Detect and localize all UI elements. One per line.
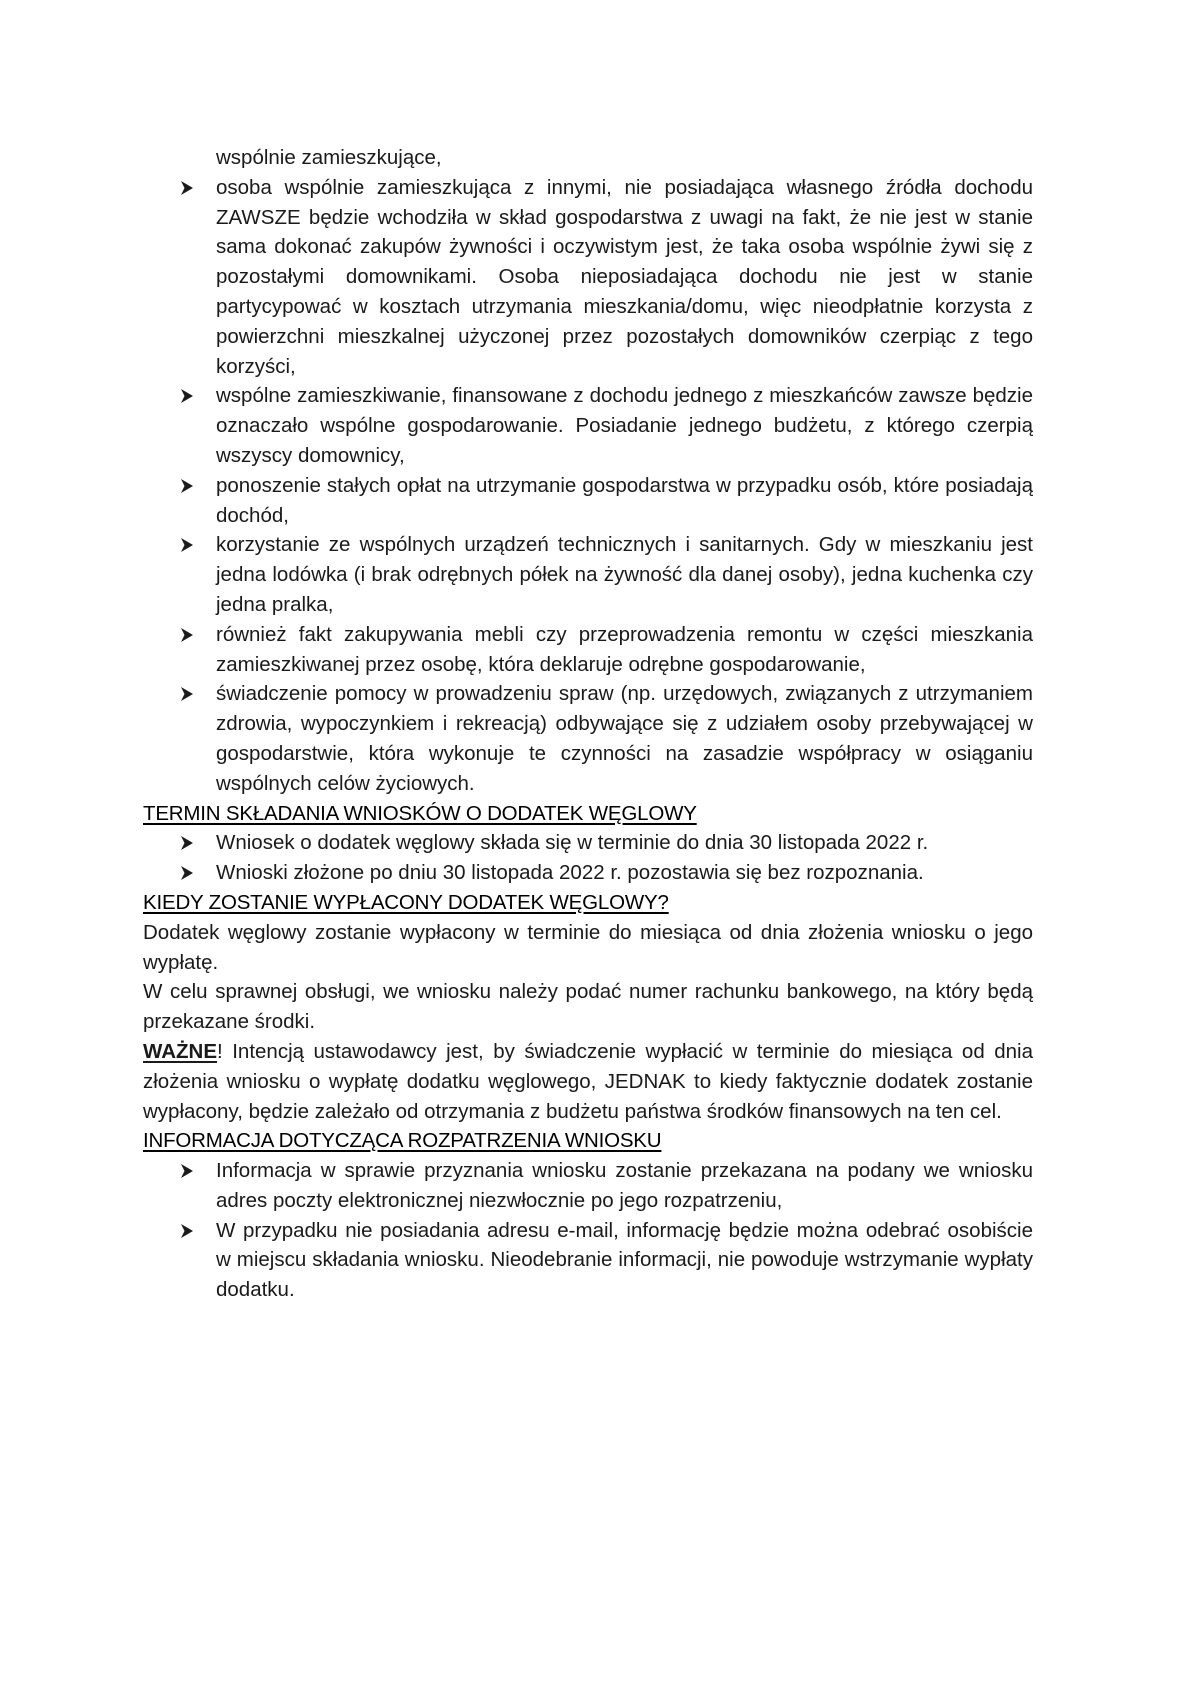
- list-item-text: ponoszenie stałych opłat na utrzymanie gospodarstwa w przypadku osób, które posiadają dochód,: [216, 473, 1033, 527]
- list-item: [143, 620, 1033, 680]
- list-item: [143, 381, 1033, 470]
- section-heading-kiedy: KIEDY ZOSTANIE WYPŁACONY DODATEK WĘGLOWY?: [143, 890, 669, 914]
- arrowhead-bullet-icon: [180, 687, 194, 701]
- list-item-text: wspólne zamieszkiwanie, finansowane z dochodu jednego z mieszkańców zawsze będzie oznaczało wspólne gospodarowanie. Posiadanie jednego budżetu, z którego czerpią wszyscy domownicy,: [216, 384, 1033, 467]
- arrowhead-bullet-icon: [180, 1224, 194, 1238]
- arrowhead-bullet-icon: [180, 479, 194, 493]
- list-item: [143, 858, 1033, 888]
- list-item: [143, 1216, 1033, 1305]
- important-label: WAŻNE: [143, 1039, 218, 1063]
- list-item: [143, 1156, 1033, 1216]
- list-item-text: W przypadku nie posiadania adresu e-mail, informację będzie można odebrać osobiście w miejscu składania wniosku. Nieodebranie informacji, nie powoduje wstrzymanie wypłaty dodatku.: [216, 1218, 1033, 1302]
- list-item: [143, 679, 1033, 798]
- list-item-text: korzystanie ze wspólnych urządzeń technicznych i sanitarnych. Gdy w mieszkaniu jest jedna lodówka (i brak odrębnych półek na żywność dla danej osoby), jedna kuchenka czy jedna pralka,: [216, 533, 1033, 616]
- important-text: ! Intencją ustawodawcy jest, by świadczenie wypłacić w terminie do miesiąca od dnia złożenia wniosku o wypłatę dodatku węglowego, JEDNAK to kiedy faktycznie dodatek zostanie wypłacony, będzie zależało od otrzymania z budżetu państwa środków finansowych na ten cel.: [143, 1039, 1033, 1123]
- section-heading-termin: TERMIN SKŁADANIA WNIOSKÓW O DODATEK WĘGLOWY: [143, 801, 697, 825]
- continuation-text: wspólnie zamieszkujące,: [216, 146, 442, 169]
- arrowhead-bullet-icon: [180, 181, 194, 195]
- arrowhead-bullet-icon: [180, 836, 194, 850]
- list-item: [143, 828, 1033, 858]
- arrowhead-bullet-icon: [180, 866, 194, 880]
- important-paragraph: [143, 1037, 1033, 1126]
- list-item-text: osoba wspólnie zamieszkująca z innymi, nie posiadająca własnego źródła dochodu ZAWSZE będzie wchodziła w skład gospodarstwa z uwagi na fakt, że nie jest w stanie sama dokonać zakupów żywności i oczywistym jest, że taka osoba wspólnie żywi się z pozostałymi domownikami. Osoba nieposiadająca dochodu nie jest w stanie partycypować w kosztach utrzymania mieszkania/domu, więc nieodpłatnie korzysta z powierzchni mieszkalnej użyczonej przez pozostałych domowników czerpiąc z tego korzyści,: [216, 175, 1033, 378]
- list-item: [143, 471, 1033, 531]
- termin-list: [143, 828, 1033, 888]
- list-item: [143, 173, 1033, 382]
- household-criteria-list: [143, 173, 1033, 799]
- payment-timing-paragraph: Dodatek węglowy zostanie wypłacony w terminie do miesiąca od dnia złożenia wniosku o jego wypłatę.: [143, 920, 1033, 974]
- arrowhead-bullet-icon: [180, 538, 194, 552]
- list-item-text: również fakt zakupywania mebli czy przeprowadzenia remontu w części mieszkania zamieszkiwanej przez osobę, która deklaruje odrębne gospodarowanie,: [216, 622, 1033, 676]
- list-item-text: Wniosek o dodatek węglowy składa się w terminie do dnia 30 listopada 2022 r.: [216, 831, 929, 855]
- arrowhead-bullet-icon: [180, 1164, 194, 1178]
- list-item: [143, 530, 1033, 619]
- list-item-text: świadczenie pomocy w prowadzeniu spraw (np. urzędowych, związanych z utrzymaniem zdrowia, wypoczynkiem i rekreacją) odbywające się z udziałem osoby przebywającej w gospodarstwie, która wykonuje te czynności na zasadzie współpracy w osiąganiu wspólnych celów życiowych.: [216, 682, 1033, 795]
- list-item-text: Informacja w sprawie przyznania wniosku zostanie przekazana na podany we wniosku adres poczty elektronicznej niezwłocznie po jego rozpatrzeniu,: [216, 1159, 1033, 1212]
- document-page: [143, 143, 1033, 1305]
- info-list: [143, 1156, 1033, 1305]
- list-item-text: Wnioski złożone po dniu 30 listopada 2022 r. pozostawia się bez rozpoznania.: [216, 861, 924, 885]
- bank-account-paragraph: W celu sprawnej obsługi, we wniosku należy podać numer rachunku bankowego, na który będą przekazane środki.: [143, 980, 1033, 1034]
- arrowhead-bullet-icon: [180, 628, 194, 642]
- section-heading-info: INFORMACJA DOTYCZĄCA ROZPATRZENIA WNIOSKU: [143, 1129, 662, 1153]
- arrowhead-bullet-icon: [180, 389, 194, 403]
